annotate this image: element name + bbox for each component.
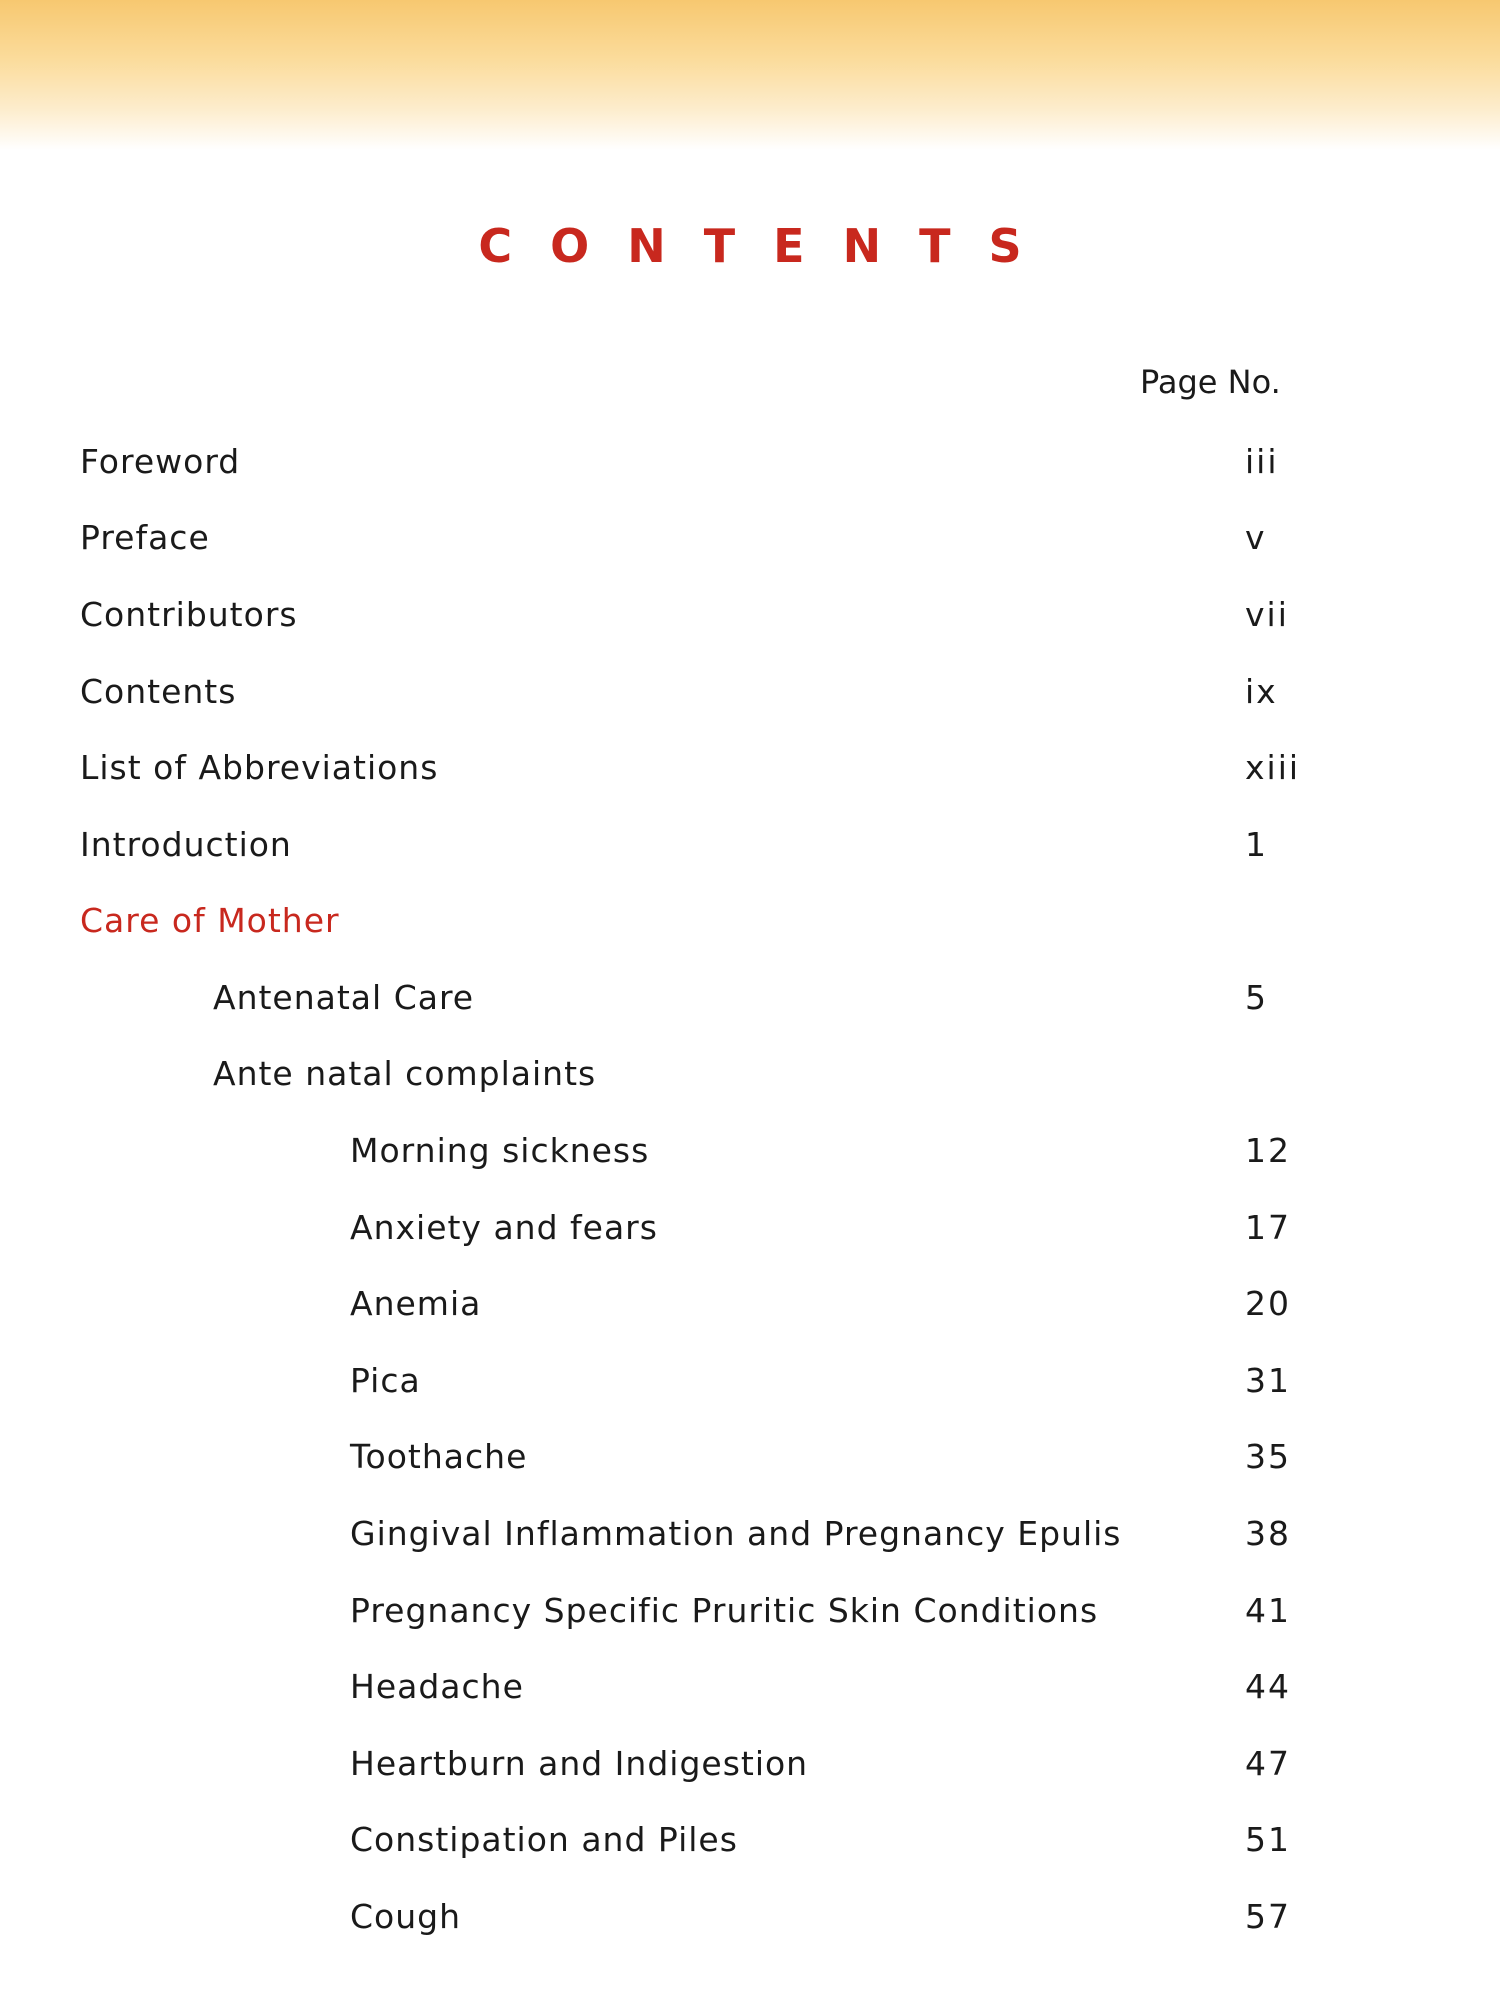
toc-entry-label: List of Abbreviations: [80, 748, 439, 787]
page-title: CONTENTS: [478, 219, 1060, 273]
toc-entry[interactable]: [0, 440, 1500, 516]
toc-entry-page: 12: [1245, 1131, 1291, 1170]
toc-entry-label: Toothache: [350, 1437, 528, 1476]
toc-entry-page: 20: [1245, 1284, 1291, 1323]
toc-entry-page: 41: [1245, 1591, 1291, 1630]
toc-entry[interactable]: [0, 746, 1500, 822]
toc-entry-page: xiii: [1245, 748, 1301, 787]
toc-entry-label: Foreword: [80, 442, 241, 481]
toc-entry-label: Morning sickness: [350, 1131, 650, 1170]
toc-entry-page: 31: [1245, 1361, 1291, 1400]
toc-entry[interactable]: [0, 1895, 1500, 1971]
toc-entry-label: Heartburn and Indigestion: [350, 1744, 809, 1783]
toc-entry[interactable]: [0, 823, 1500, 899]
toc-entry-page: 51: [1245, 1820, 1291, 1859]
toc-entry-page: 44: [1245, 1667, 1291, 1706]
toc-entry-label: Antenatal Care: [213, 978, 475, 1017]
toc-entry-label: Anemia: [350, 1284, 482, 1323]
toc-entry-label: Gingival Inflammation and Pregnancy Epulis: [350, 1514, 1122, 1553]
page-number-column-header: Page No.: [1140, 363, 1281, 401]
toc-entry[interactable]: [0, 1742, 1500, 1818]
toc-entry-label: Cough: [350, 1897, 462, 1936]
toc-entry-label: Pregnancy Specific Pruritic Skin Conditions: [350, 1591, 1099, 1630]
toc-subsection[interactable]: [0, 1052, 1500, 1128]
toc-entry-label: Contributors: [80, 595, 298, 634]
toc-entry[interactable]: [0, 593, 1500, 669]
toc-entry[interactable]: [0, 1129, 1500, 1205]
toc-entry-page: 17: [1245, 1208, 1291, 1247]
toc-section-heading-label: Care of Mother: [80, 901, 340, 940]
toc-entry[interactable]: [0, 1589, 1500, 1665]
toc-entry-page: 47: [1245, 1744, 1291, 1783]
toc-entry[interactable]: [0, 1206, 1500, 1282]
toc-entry[interactable]: [0, 1512, 1500, 1588]
toc-entry-label: Contents: [80, 672, 237, 711]
toc-entry-label: Introduction: [80, 825, 292, 864]
toc-entry-page: 38: [1245, 1514, 1291, 1553]
toc-entry-label: Anxiety and fears: [350, 1208, 658, 1247]
toc-entry[interactable]: [0, 516, 1500, 592]
toc-subsection-label: Ante natal complaints: [213, 1054, 597, 1093]
toc-entry[interactable]: [0, 1282, 1500, 1358]
toc-entry-label: Constipation and Piles: [350, 1820, 738, 1859]
toc-entry-page: 35: [1245, 1437, 1291, 1476]
toc-entry-label: Preface: [80, 518, 210, 557]
toc-entry-page: iii: [1245, 442, 1279, 481]
toc-entry-page: vii: [1245, 595, 1289, 634]
toc-entry[interactable]: [0, 1359, 1500, 1435]
toc-entry[interactable]: [0, 1665, 1500, 1741]
toc-entry-label: Headache: [350, 1667, 524, 1706]
toc-entry-page: 57: [1245, 1897, 1291, 1936]
toc-entry-page: 1: [1245, 825, 1268, 864]
toc-entry[interactable]: [0, 1435, 1500, 1511]
toc-section-heading[interactable]: [0, 899, 1500, 975]
toc-entry-page: v: [1245, 518, 1267, 557]
toc-entry-label: Pica: [350, 1361, 421, 1400]
toc-entry[interactable]: [0, 976, 1500, 1052]
toc-entry-page: 5: [1245, 978, 1268, 1017]
top-color-band: [0, 0, 1500, 150]
toc-entry[interactable]: [0, 1818, 1500, 1894]
toc-entry-page: ix: [1245, 672, 1278, 711]
toc-entry[interactable]: [0, 670, 1500, 746]
